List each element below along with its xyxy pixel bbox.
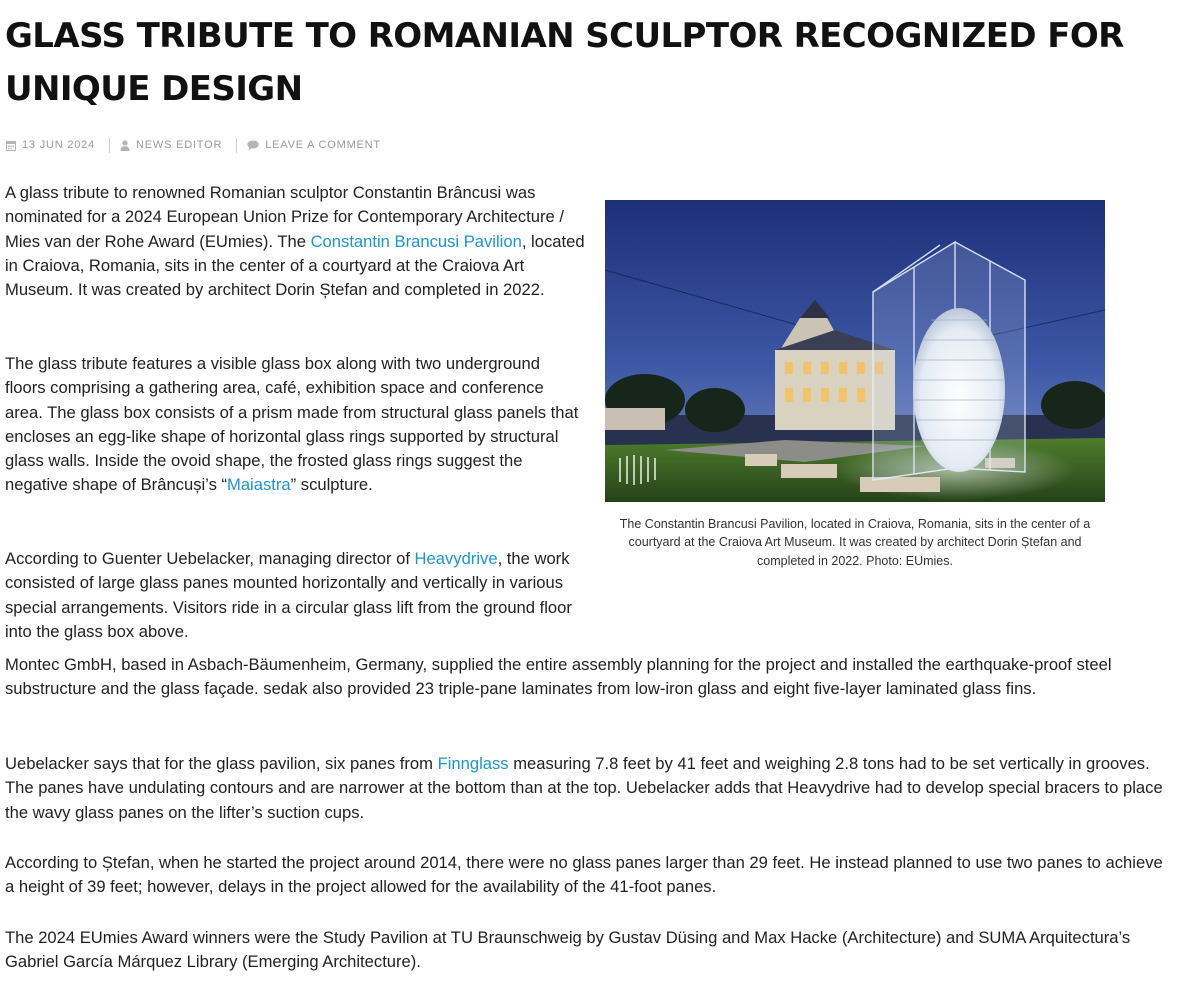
- article-paragraph: [5, 752, 1165, 825]
- comment-icon: [247, 140, 259, 151]
- paragraph-text: According to Guenter Uebelacker, managing director of: [5, 549, 415, 568]
- post-date-text: 13 JUN 2024: [22, 139, 96, 151]
- user-icon: [120, 140, 130, 151]
- pavilion-photo[interactable]: [605, 200, 1105, 502]
- post-author[interactable]: [120, 139, 222, 151]
- paragraph-text: The glass tribute features a visible glass box along with two underground floors comprising a gathering area, café, exhibition space and conference area. The glass box consists of a prism made from structural glass panels that encloses an egg-like shape of horizontal glass rings supported by structural glass walls. Inside the ovoid shape, the frosted glass rings suggest the negative shape of Brâncuși’s “: [5, 354, 579, 495]
- article-figure: [605, 200, 1105, 570]
- paragraph-text: measuring 7.8 feet by 41 feet and weighing 2.8 tons had to be set vertically in grooves. The panes have undulating contours and are narrower at the bottom than at the top. Uebelacker adds that Heavydrive had to develop special bracers to place the wavy glass panes on the lifter’s suction cups.: [5, 754, 1163, 822]
- article-paragraph: [5, 352, 585, 498]
- post-author-link[interactable]: NEWS EDITOR: [136, 139, 223, 151]
- article-paragraph: According to Ștefan, when he started the project around 2014, there were no glass panes larger than 29 feet. He instead planned to use two panes to achieve a height of 39 feet; however, delays in the project allowed for the availability of the 41-foot panes.: [5, 853, 1163, 897]
- article-title: GLASS TRIBUTE TO ROMANIAN SCULPTOR RECOGNIZED FOR UNIQUE DESIGN: [5, 16, 1124, 109]
- article-paragraph: [5, 547, 585, 644]
- heavydrive-link[interactable]: Heavydrive: [414, 549, 498, 568]
- paragraph-text: Uebelacker says that for the glass pavilion, six panes from: [5, 754, 438, 773]
- meta-divider: [236, 138, 237, 153]
- article-paragraph: Montec GmbH, based in Asbach-Bäumenheim, Germany, supplied the entire assembly planning for the project and installed the earthquake-proof steel substructure and the glass façade. sedak also provided 23 triple-pane laminates from low-iron glass and eight five-layer laminated glass fins.: [5, 655, 1112, 699]
- article-paragraph: [5, 181, 585, 302]
- post-date: [6, 139, 95, 151]
- meta-divider: [109, 138, 110, 153]
- paragraph-text: , located in Craiova, Romania, sits in the center of a courtyard at the Craiova Art Museum. It was created by architect Dorin Ștefan and completed in 2022.: [5, 231, 585, 300]
- maiastra-link[interactable]: Maiastra: [227, 475, 291, 495]
- finnglass-link[interactable]: Finnglass: [437, 754, 509, 773]
- figure-caption: The Constantin Brancusi Pavilion, located in Craiova, Romania, sits in the center of a courtyard at the Craiova Art Museum. It was created by architect Dorin Ștefan and completed in 2022. Photo: EUmies.: [619, 517, 1091, 568]
- paragraph-text: , the work consisted of large glass panes mounted horizontally and vertically in various special arrangements. Visitors ride in a circular glass lift from the ground floor into the glass box above.: [5, 549, 572, 641]
- post-comments[interactable]: [247, 139, 381, 151]
- post-meta: [6, 138, 381, 152]
- paragraph-text: A glass tribute to renowned Romanian sculptor Constantin Brâncusi was nominated for a 2024 European Union Prize for Contemporary Architecture / Mies van der Rohe Award (EUmies). The: [5, 183, 564, 251]
- calendar-icon: [6, 140, 16, 151]
- article-paragraph: The 2024 EUmies Award winners were the Study Pavilion at TU Braunschweig by Gustav Düsing and Max Hacke (Architecture) and SUMA Arquitectura’s Gabriel García Márquez Library (Emerging Architecture).: [5, 928, 1131, 972]
- constantin-brancusi-pavilion-link[interactable]: Constantin Brancusi Pavilion: [310, 231, 522, 251]
- leave-comment-link[interactable]: LEAVE A COMMENT: [265, 139, 381, 151]
- paragraph-text: ” sculpture.: [290, 475, 373, 495]
